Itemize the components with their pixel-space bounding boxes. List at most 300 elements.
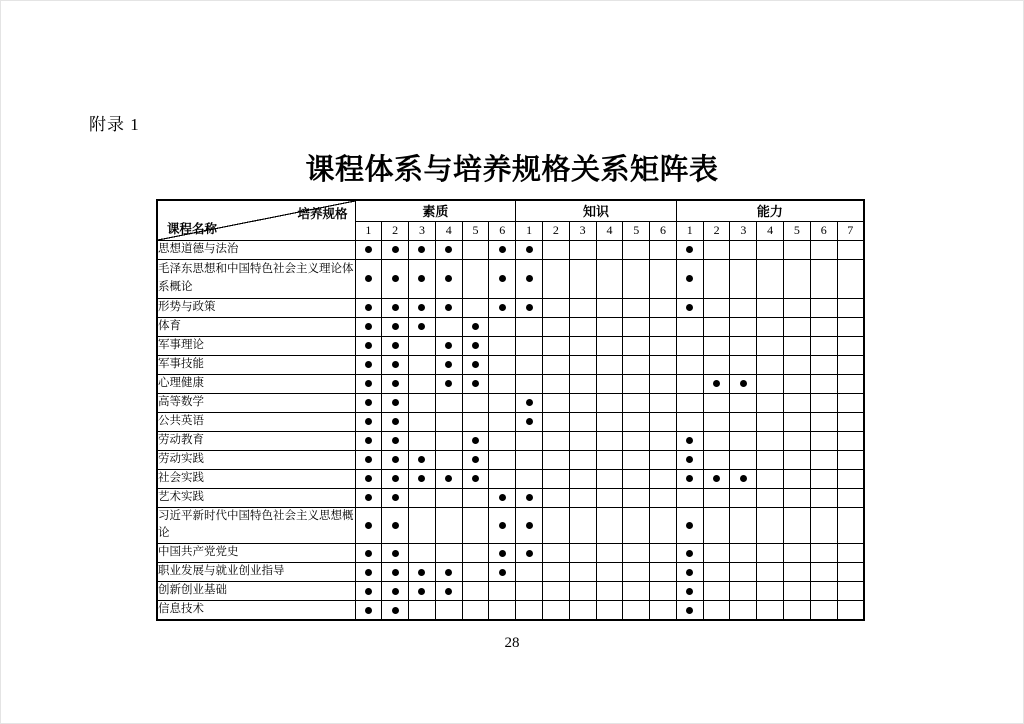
matrix-cell [382,317,409,336]
matrix-cell [730,412,757,431]
matrix-cell [489,469,516,488]
matrix-cell [623,412,650,431]
matrix-cell [355,317,382,336]
matrix-cell [596,469,623,488]
matrix-cell [623,469,650,488]
matrix-cell [676,355,703,374]
matrix-cell [462,317,489,336]
dot-mark-icon [392,361,399,368]
dot-mark-icon [445,246,452,253]
dot-mark-icon [526,522,533,529]
matrix-cell [650,412,677,431]
dot-mark-icon [365,522,372,529]
corner-label-course-name: 课程名称 [167,221,218,236]
matrix-cell [676,488,703,507]
matrix-cell [784,259,811,298]
column-number-header: 4 [435,221,462,240]
matrix-cell [784,240,811,259]
matrix-cell [569,298,596,317]
dot-mark-icon [526,304,533,311]
matrix-cell [650,450,677,469]
matrix-cell [730,488,757,507]
dot-mark-icon [392,550,399,557]
matrix-cell [569,317,596,336]
table-row [157,355,864,374]
matrix-cell [650,431,677,450]
matrix-cell [569,601,596,621]
matrix-cell [569,240,596,259]
dot-mark-icon [445,304,452,311]
matrix-cell [462,240,489,259]
matrix-cell [650,601,677,621]
dot-mark-icon [365,418,372,425]
matrix-cell [650,582,677,601]
matrix-cell [462,431,489,450]
appendix-label: 附录 1 [89,115,140,134]
column-number-header: 7 [837,221,864,240]
matrix-cell [542,469,569,488]
dot-mark-icon [365,246,372,253]
matrix-cell [542,240,569,259]
matrix-cell [409,240,436,259]
matrix-cell [596,431,623,450]
matrix-cell [730,450,757,469]
matrix-cell [569,544,596,563]
matrix-cell [355,412,382,431]
matrix-cell [703,259,730,298]
matrix-cell [355,431,382,450]
course-name-cell: 劳动教育 [157,431,355,450]
matrix-cell [355,336,382,355]
matrix-cell [516,298,543,317]
matrix-cell [757,563,784,582]
matrix-cell [676,240,703,259]
matrix-cell [355,582,382,601]
matrix-cell [623,544,650,563]
dot-mark-icon [392,418,399,425]
dot-mark-icon [392,342,399,349]
matrix-cell [435,259,462,298]
matrix-cell [596,355,623,374]
matrix-cell [516,507,543,544]
matrix-cell [516,544,543,563]
matrix-cell [542,488,569,507]
matrix-cell [837,317,864,336]
matrix-cell [462,563,489,582]
matrix-cell [382,412,409,431]
matrix-cell [569,488,596,507]
column-number-header: 1 [355,221,382,240]
dot-mark-icon [392,456,399,463]
matrix-cell [623,431,650,450]
matrix-cell [355,393,382,412]
matrix-cell [489,317,516,336]
course-name-cell: 信息技术 [157,601,355,621]
matrix-cell [757,469,784,488]
matrix-cell [355,507,382,544]
dot-mark-icon [365,588,372,595]
matrix-cell [435,488,462,507]
matrix-cell [810,336,837,355]
matrix-cell [623,507,650,544]
matrix-cell [435,298,462,317]
dot-mark-icon [686,246,693,253]
matrix-cell [650,336,677,355]
matrix-cell [516,259,543,298]
matrix-cell [516,431,543,450]
matrix-cell [435,507,462,544]
dot-mark-icon [472,475,479,482]
matrix-cell [596,488,623,507]
matrix-cell [409,393,436,412]
matrix-cell [757,412,784,431]
matrix-cell [676,393,703,412]
matrix-cell [596,393,623,412]
dot-mark-icon [686,456,693,463]
matrix-cell [837,450,864,469]
matrix-cell [462,336,489,355]
matrix-cell [382,259,409,298]
matrix-cell [730,563,757,582]
dot-mark-icon [713,380,720,387]
matrix-cell [757,393,784,412]
page-number: 28 [504,635,520,651]
matrix-cell [730,298,757,317]
dot-mark-icon [392,522,399,529]
dot-mark-icon [526,418,533,425]
matrix-cell [569,469,596,488]
matrix-cell [810,450,837,469]
matrix-cell [542,393,569,412]
matrix-cell [355,374,382,393]
matrix-cell [516,317,543,336]
dot-mark-icon [686,304,693,311]
matrix-cell [462,298,489,317]
matrix-cell [703,355,730,374]
dot-mark-icon [392,588,399,595]
course-name-cell: 军事理论 [157,336,355,355]
matrix-cell [382,240,409,259]
dot-mark-icon [686,275,693,282]
dot-mark-icon [365,380,372,387]
table-row [157,601,864,621]
matrix-cell [355,544,382,563]
matrix-cell [435,374,462,393]
dot-mark-icon [418,275,425,282]
column-number-header: 5 [623,221,650,240]
matrix-cell [489,544,516,563]
dot-mark-icon [499,304,506,311]
table-row [157,336,864,355]
matrix-cell [435,431,462,450]
course-name-cell: 军事技能 [157,355,355,374]
matrix-cell [489,488,516,507]
matrix-cell [650,259,677,298]
dot-mark-icon [365,569,372,576]
table-row [157,507,864,544]
matrix-cell [650,355,677,374]
matrix-cell [462,374,489,393]
matrix-cell [542,450,569,469]
matrix-cell [489,355,516,374]
matrix-cell [784,412,811,431]
matrix-cell [409,298,436,317]
matrix-cell [810,507,837,544]
matrix-cell [784,469,811,488]
course-name-cell: 公共英语 [157,412,355,431]
matrix-cell [382,469,409,488]
corner-label-training-spec: 培养规格 [297,207,348,221]
dot-mark-icon [740,380,747,387]
matrix-cell [489,601,516,621]
matrix-cell [650,317,677,336]
matrix-cell [837,488,864,507]
matrix-cell [757,544,784,563]
matrix-cell [730,259,757,298]
matrix-cell [676,336,703,355]
course-name-cell: 职业发展与就业创业指导 [157,563,355,582]
matrix-cell [489,374,516,393]
matrix-cell [569,563,596,582]
matrix-cell [837,355,864,374]
matrix-cell [676,507,703,544]
matrix-cell [435,336,462,355]
matrix-cell [623,488,650,507]
matrix-cell [837,469,864,488]
table-row [157,240,864,259]
matrix-cell [837,431,864,450]
matrix-cell [542,355,569,374]
matrix-cell [837,544,864,563]
matrix-cell [703,317,730,336]
matrix-cell [382,431,409,450]
matrix-cell [837,336,864,355]
matrix-cell [355,563,382,582]
matrix-cell [810,469,837,488]
dot-mark-icon [392,323,399,330]
matrix-cell [623,259,650,298]
matrix-cell [757,374,784,393]
matrix-cell [409,450,436,469]
dot-mark-icon [392,569,399,576]
matrix-cell [784,374,811,393]
matrix-cell [784,544,811,563]
table-row [157,317,864,336]
dot-mark-icon [472,361,479,368]
matrix-cell [542,374,569,393]
matrix-cell [623,374,650,393]
table-row [157,374,864,393]
table-row [157,563,864,582]
dot-mark-icon [686,588,693,595]
dot-mark-icon [392,304,399,311]
matrix-cell [757,488,784,507]
dot-mark-icon [526,399,533,406]
matrix-cell [409,469,436,488]
matrix-cell [596,259,623,298]
matrix-cell [435,412,462,431]
course-name-cell: 体育 [157,317,355,336]
matrix-cell [703,601,730,621]
matrix-cell [489,431,516,450]
column-number-header: 6 [810,221,837,240]
matrix-cell [757,507,784,544]
matrix-cell [542,582,569,601]
dot-mark-icon [686,437,693,444]
column-group-header: 知识 [516,200,677,221]
dot-mark-icon [472,323,479,330]
matrix-cell [435,544,462,563]
matrix-cell [810,488,837,507]
matrix-cell [703,336,730,355]
matrix-cell [382,336,409,355]
matrix-cell [676,469,703,488]
dot-mark-icon [392,246,399,253]
matrix-cell [784,393,811,412]
dot-mark-icon [686,569,693,576]
table-body [157,240,864,620]
matrix-cell [435,317,462,336]
table-row [157,469,864,488]
matrix-cell [409,336,436,355]
dot-mark-icon [686,607,693,614]
table-row [157,393,864,412]
matrix-cell [650,507,677,544]
matrix-cell [703,582,730,601]
dot-mark-icon [472,437,479,444]
matrix-cell [650,240,677,259]
matrix-cell [650,488,677,507]
matrix-cell [489,582,516,601]
matrix-cell [623,582,650,601]
column-group-header: 能力 [676,200,864,221]
matrix-cell [382,374,409,393]
matrix-cell [462,450,489,469]
dot-mark-icon [526,494,533,501]
dot-mark-icon [686,522,693,529]
matrix-cell [596,240,623,259]
dot-mark-icon [445,380,452,387]
dot-mark-icon [526,246,533,253]
matrix-cell [810,431,837,450]
matrix-cell [676,601,703,621]
matrix-cell [703,393,730,412]
corner-header-cell [157,200,355,240]
matrix-cell [676,582,703,601]
dot-mark-icon [499,550,506,557]
matrix-cell [757,601,784,621]
matrix-cell [676,317,703,336]
course-name-cell: 毛泽东思想和中国特色社会主义理论体系概论 [157,259,355,298]
dot-mark-icon [392,437,399,444]
matrix-cell [462,582,489,601]
matrix-cell [355,259,382,298]
matrix-cell [703,507,730,544]
matrix-cell [382,488,409,507]
matrix-cell [596,450,623,469]
matrix-cell [784,317,811,336]
dot-mark-icon [365,550,372,557]
dot-mark-icon [472,456,479,463]
matrix-cell [703,240,730,259]
matrix-cell [623,563,650,582]
matrix-cell [542,431,569,450]
matrix-cell [837,412,864,431]
matrix-cell [409,544,436,563]
matrix-cell [676,259,703,298]
matrix-cell [569,259,596,298]
matrix-cell [516,601,543,621]
matrix-cell [623,601,650,621]
dot-mark-icon [526,550,533,557]
matrix-cell [382,563,409,582]
matrix-cell [810,601,837,621]
dot-mark-icon [392,607,399,614]
matrix-cell [623,298,650,317]
dot-mark-icon [713,475,720,482]
matrix-cell [382,450,409,469]
matrix-cell [676,374,703,393]
matrix-cell [784,450,811,469]
matrix-cell [489,412,516,431]
matrix-cell [516,240,543,259]
matrix-cell [569,507,596,544]
matrix-cell [516,412,543,431]
column-number-header: 5 [462,221,489,240]
matrix-cell [409,431,436,450]
matrix-cell [810,563,837,582]
matrix-cell [623,450,650,469]
matrix-cell [703,374,730,393]
matrix-cell [650,469,677,488]
matrix-cell [810,393,837,412]
matrix-cell [623,393,650,412]
dot-mark-icon [686,550,693,557]
dot-mark-icon [499,522,506,529]
matrix-cell [489,563,516,582]
course-name-cell: 创新创业基础 [157,582,355,601]
matrix-cell [435,393,462,412]
dot-mark-icon [499,246,506,253]
matrix-cell [382,582,409,601]
matrix-cell [516,582,543,601]
course-name-cell: 习近平新时代中国特色社会主义思想概论 [157,507,355,544]
matrix-cell [569,336,596,355]
matrix-cell [837,601,864,621]
matrix-cell [516,336,543,355]
matrix-cell [837,582,864,601]
matrix-cell [730,507,757,544]
column-number-header: 3 [409,221,436,240]
matrix-cell [730,582,757,601]
matrix-cell [757,582,784,601]
matrix-cell [703,563,730,582]
table-header [157,200,864,240]
matrix-cell [542,544,569,563]
dot-mark-icon [445,342,452,349]
matrix-cell [462,469,489,488]
course-name-cell: 劳动实践 [157,450,355,469]
column-number-header: 2 [542,221,569,240]
matrix-cell [676,431,703,450]
matrix-cell [382,355,409,374]
matrix-cell [703,450,730,469]
matrix-cell [569,355,596,374]
matrix-cell [435,469,462,488]
matrix-cell [596,298,623,317]
matrix-cell [623,240,650,259]
table-row [157,431,864,450]
